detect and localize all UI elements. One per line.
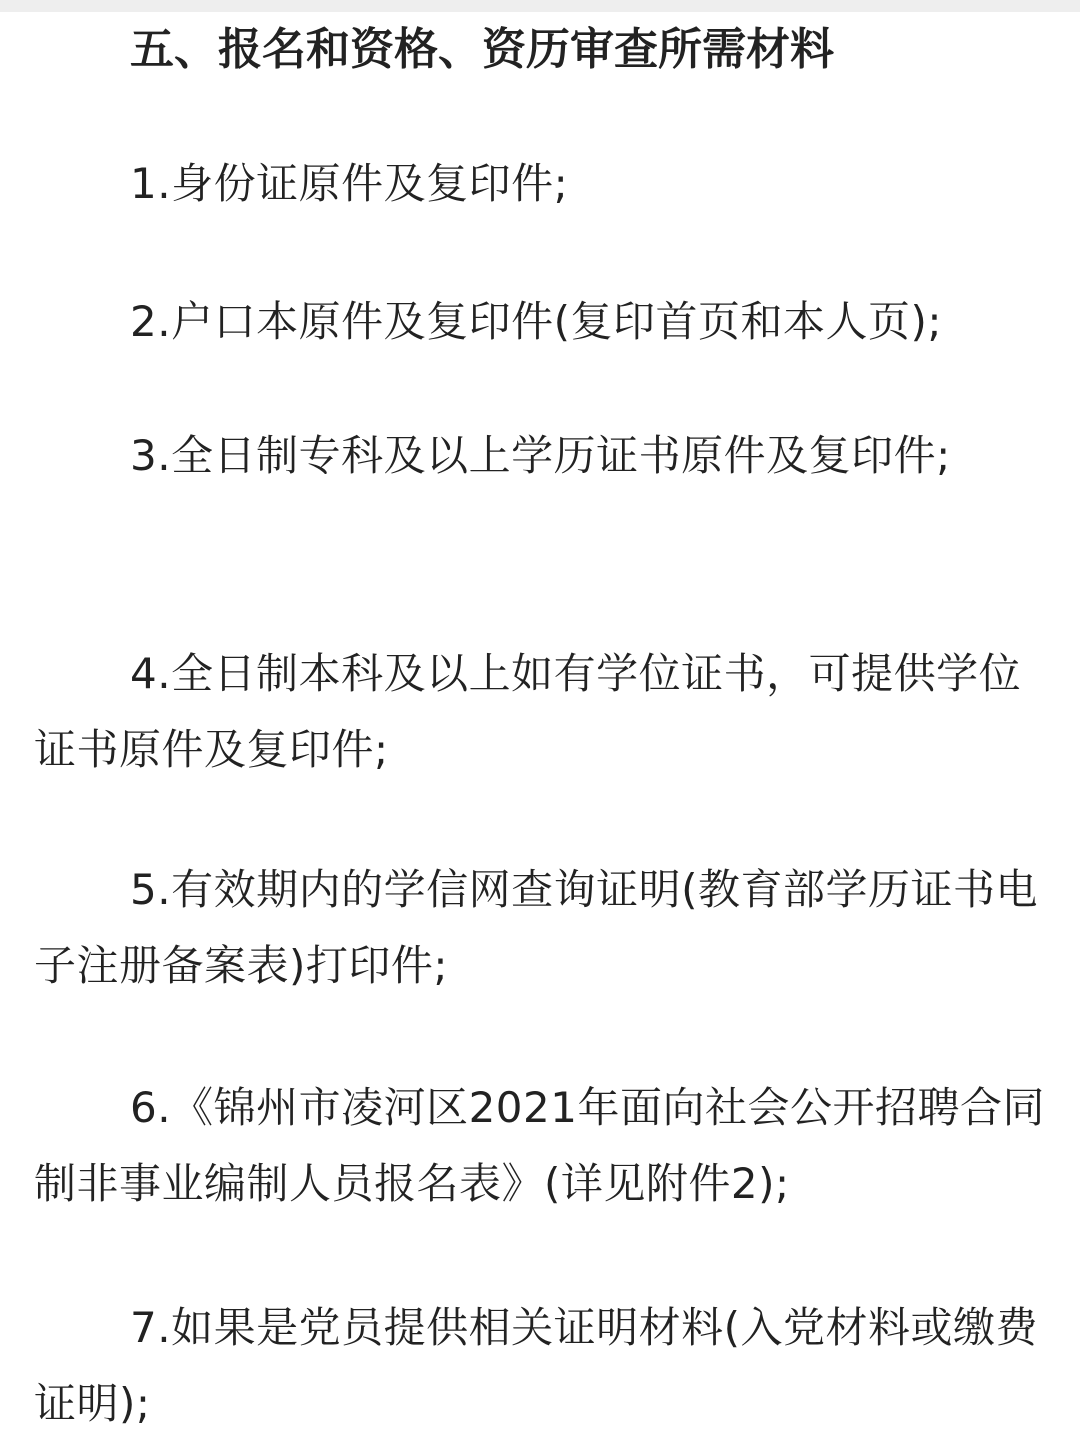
list-item-4: 4.全日制本科及以上如有学位证书，可提供学位证书原件及复印件; [34, 649, 1022, 774]
list-item-6: 6.《锦州市凌河区2021年面向社会公开招聘合同制非事业编制人员报名表》(详见附件2); [34, 1083, 1045, 1208]
list-item-7: 7.如果是党员提供相关证明材料(入党材料或缴费证明); [34, 1303, 1038, 1428]
list-item-1: 1.身份证原件及复印件; [130, 159, 569, 208]
list-item-3: 3.全日制专科及以上学历证书原件及复印件; [130, 431, 951, 480]
list-item-5: 5.有效期内的学信网查询证明(教育部学历证书电子注册备案表)打印件; [34, 865, 1038, 990]
list-item-2: 2.户口本原件及复印件(复印首页和本人页); [130, 297, 942, 346]
section-heading: 五、报名和资格、资历审查所需材料 [130, 24, 834, 75]
